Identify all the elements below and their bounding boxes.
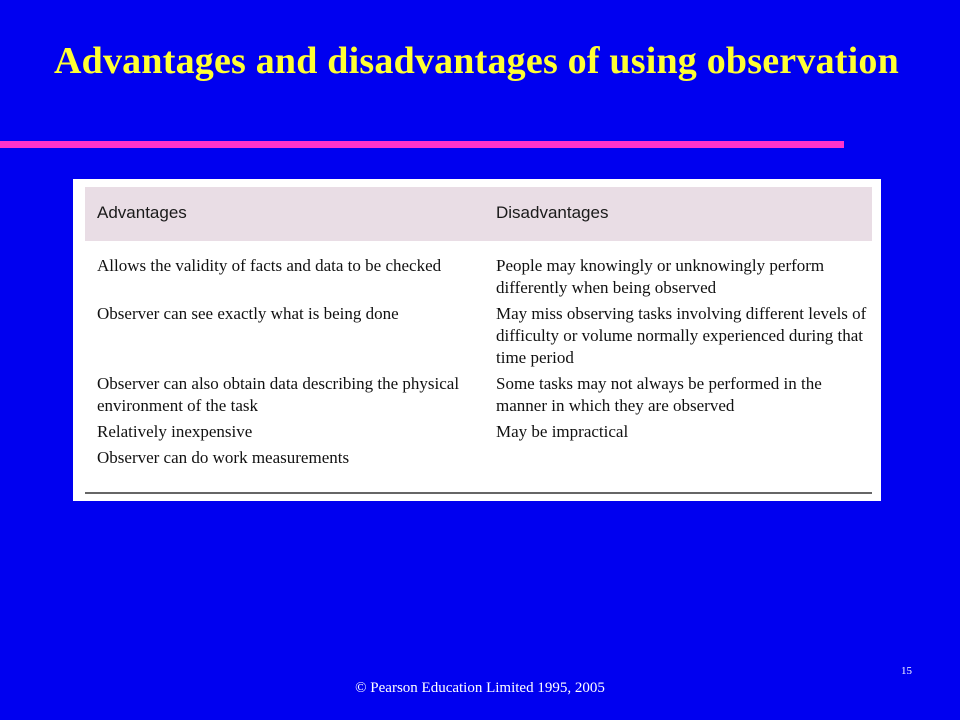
table-bottom-rule bbox=[85, 492, 872, 494]
slide-number: 15 bbox=[901, 665, 912, 677]
advantage-cell: Observer can see exactly what is being done bbox=[97, 304, 399, 323]
disadvantage-cell: People may knowingly or unknowingly perform differently when being observed bbox=[496, 256, 825, 297]
disadvantage-cell: May be impractical bbox=[496, 422, 629, 441]
table-header bbox=[85, 187, 872, 241]
disadvantage-cell: May miss observing tasks involving different levels of difficulty or volume normally experienced during that time period bbox=[496, 304, 867, 367]
advantages-header: Advantages bbox=[97, 203, 187, 222]
table-row bbox=[97, 303, 872, 369]
disadvantages-header: Disadvantages bbox=[496, 203, 609, 222]
table-row bbox=[97, 373, 872, 417]
advantage-cell: Observer can also obtain data describing the physical environment of the task bbox=[97, 374, 460, 415]
copyright-footer: © Pearson Education Limited 1995, 2005 bbox=[355, 680, 605, 696]
title-underline bbox=[0, 141, 844, 148]
advantage-cell: Allows the validity of facts and data to be checked bbox=[97, 256, 442, 275]
table-row bbox=[97, 255, 872, 299]
comparison-table bbox=[73, 179, 881, 501]
disadvantage-cell: Some tasks may not always be performed in the manner in which they are observed bbox=[496, 374, 822, 415]
table-row bbox=[97, 447, 872, 469]
advantage-cell: Observer can do work measurements bbox=[97, 448, 350, 467]
table-body bbox=[97, 255, 872, 473]
slide-title: Advantages and disadvantages of using observation bbox=[54, 40, 899, 82]
disadvantage-cell bbox=[496, 447, 872, 469]
table-row bbox=[97, 421, 872, 443]
advantage-cell: Relatively inexpensive bbox=[97, 422, 253, 441]
